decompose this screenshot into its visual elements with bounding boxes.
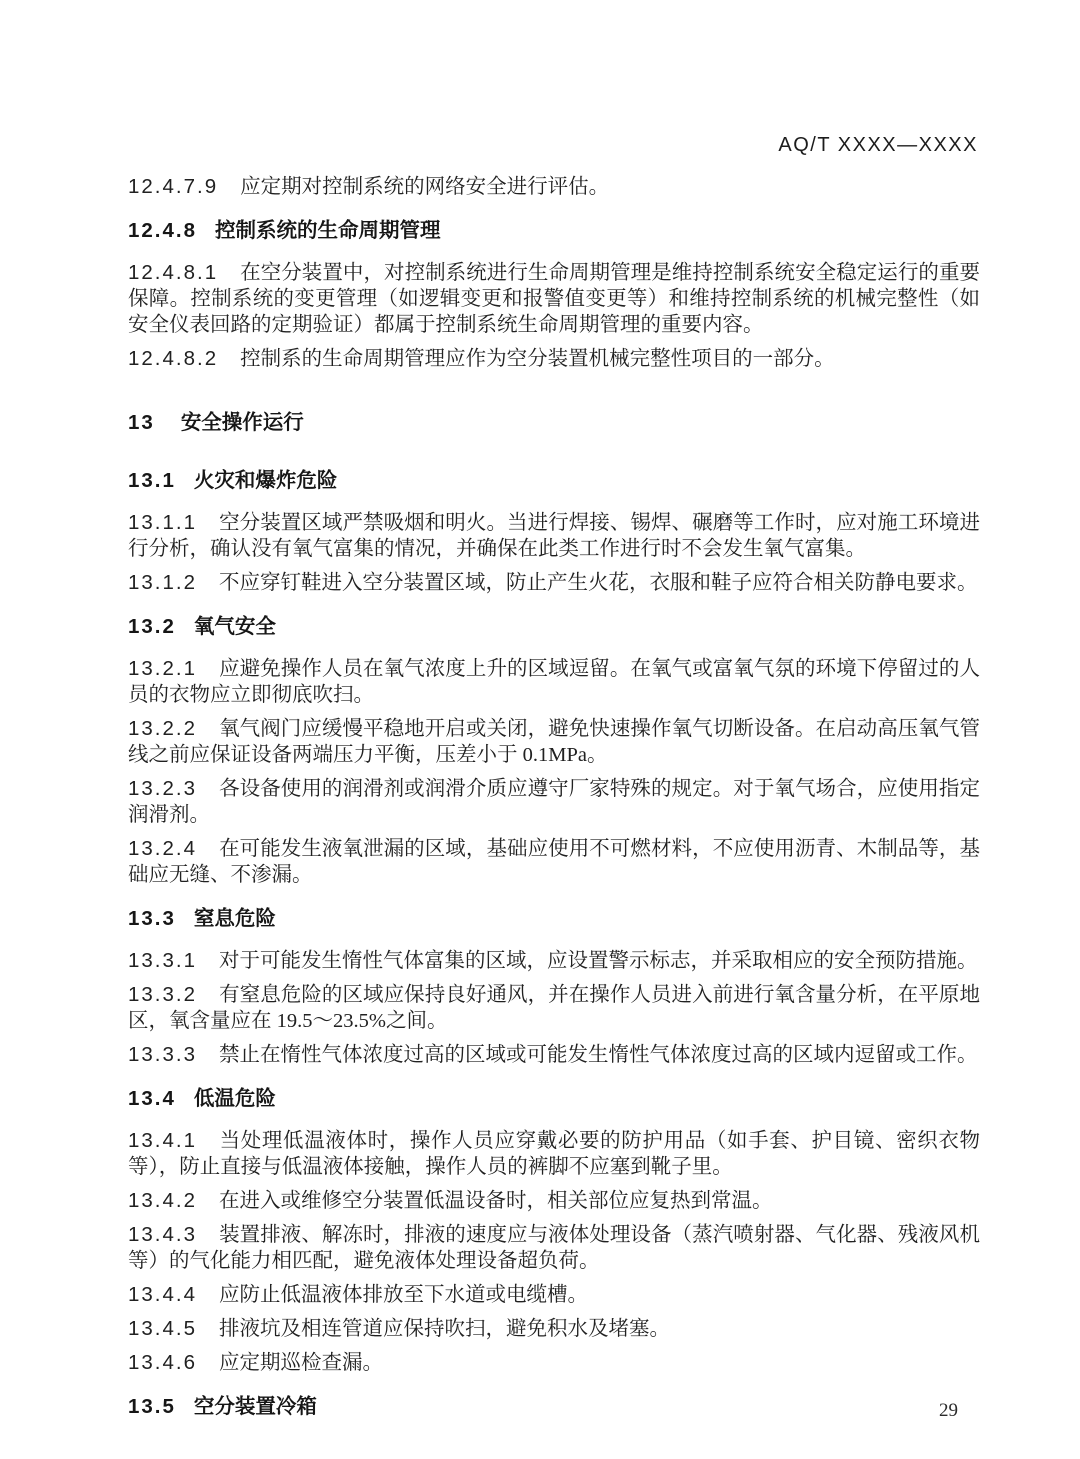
page-number: 29	[939, 1400, 958, 1421]
clause-number: 13.2.3	[128, 777, 197, 800]
clause	[128, 570, 980, 596]
clause	[128, 1222, 980, 1274]
clause	[128, 1350, 980, 1376]
clause-text: 空分装置冷箱	[193, 1395, 317, 1418]
clause-number: 13.2.1	[128, 657, 197, 680]
clause-number: 13.3.3	[128, 1043, 197, 1066]
clause-text: 各设备使用的润滑剂或润滑介质应遵守厂家特殊的规定。对于氧气场合，应使用指定润滑剂。	[128, 778, 980, 826]
clause-text: 不应穿钉鞋进入空分装置区域，防止产生火花，衣服和鞋子应符合相关防静电要求。	[219, 572, 978, 594]
page-footer	[939, 1400, 958, 1422]
clause-text: 应定期对控制系统的网络安全进行评估。	[240, 176, 610, 198]
clause-number: 13.4.1	[128, 1129, 197, 1152]
clause	[128, 1316, 980, 1342]
clause-number: 13.1.1	[128, 511, 197, 534]
clause-text: 在可能发生液氧泄漏的区域，基础应使用不可燃材料，不应使用沥青、木制品等，基础应无缝、不渗漏。	[128, 838, 980, 886]
clause-number: 13.1.2	[128, 571, 197, 594]
clause	[128, 836, 980, 888]
clause	[128, 1282, 980, 1308]
section-heading	[128, 468, 980, 494]
clause-text: 空分装置区域严禁吸烟和明火。当进行焊接、锡焊、碾磨等工作时，应对施工环境进行分析，确认没有氧气富集的情况，并确保在此类工作进行时不会发生氧气富集。	[128, 512, 980, 560]
clause-number: 13	[128, 411, 155, 434]
clause-number: 13.2.4	[128, 837, 197, 860]
clause	[128, 1188, 980, 1214]
clause-number: 12.4.7.9	[128, 175, 219, 198]
clause-text: 在进入或维修空分装置低温设备时，相关部位应复热到常温。	[219, 1190, 773, 1212]
clause	[128, 1042, 980, 1068]
clause-number: 13.3.2	[128, 983, 197, 1006]
clause-number: 13.4.2	[128, 1189, 197, 1212]
clause-text: 控制系统的生命周期管理	[215, 219, 441, 242]
clause-text: 在空分装置中，对控制系统进行生命周期管理是维持控制系统安全稳定运行的重要保障。控制系统的变更管理（如逻辑变更和报警值变更等）和维持控制系统的机械完整性（如安全仪表回路的定期验证）都属于控制系统生命周期管理的重要内容。	[128, 262, 980, 336]
clause	[128, 656, 980, 708]
clause-text: 安全操作运行	[180, 411, 304, 434]
clause-text: 禁止在惰性气体浓度过高的区域或可能发生惰性气体浓度过高的区域内逗留或工作。	[219, 1044, 978, 1066]
clause-text: 对于可能发生惰性气体富集的区域，应设置警示标志，并采取相应的安全预防措施。	[219, 950, 978, 972]
clause	[128, 776, 980, 828]
section-heading	[128, 218, 980, 244]
section-heading	[128, 410, 980, 436]
clause-text: 氧气阀门应缓慢平稳地开启或关闭，避免快速操作氧气切断设备。在启动高压氧气管线之前应保证设备两端压力平衡，压差小于 0.1MPa。	[128, 718, 980, 766]
standard-number: AQ/T XXXX—XXXX	[778, 134, 978, 156]
clause-text: 火灾和爆炸危险	[193, 469, 338, 492]
clause	[128, 948, 980, 974]
clause	[128, 510, 980, 562]
clause-number: 13.2.2	[128, 717, 197, 740]
clause-text: 应防止低温液体排放至下水道或电缆槽。	[219, 1284, 588, 1306]
clause-text: 应避免操作人员在氧气浓度上升的区域逗留。在氧气或富氧气氛的环境下停留过的人员的衣物应立即彻底吹扫。	[128, 658, 980, 706]
clause-number: 12.4.8.2	[128, 347, 219, 370]
section-heading	[128, 614, 980, 640]
section-heading	[128, 906, 980, 932]
clause-number: 13.3.1	[128, 949, 197, 972]
clause-text: 应定期巡检查漏。	[219, 1352, 383, 1374]
clause-number: 13.4	[128, 1087, 176, 1110]
clause-number: 13.2	[128, 615, 176, 638]
section-heading	[128, 1394, 980, 1420]
section-heading	[128, 1086, 980, 1112]
clause-number: 12.4.8.1	[128, 261, 219, 284]
clause-number: 13.4.3	[128, 1223, 197, 1246]
clause	[128, 716, 980, 768]
clause-text: 氧气安全	[193, 615, 276, 638]
clause-number: 13.4.5	[128, 1317, 197, 1340]
clause	[128, 1128, 980, 1180]
clause-number: 13.3	[128, 907, 176, 930]
clause-text: 控制系的生命周期管理应作为空分装置机械完整性项目的一部分。	[240, 348, 835, 370]
clause-number: 13.4.4	[128, 1283, 197, 1306]
clause-text: 排液坑及相连管道应保持吹扫，避免积水及堵塞。	[219, 1318, 670, 1340]
clause-number: 13.4.6	[128, 1351, 197, 1374]
clause-number: 13.1	[128, 469, 176, 492]
clause-text: 窒息危险	[193, 907, 276, 930]
clause	[128, 174, 980, 200]
clause-number: 13.5	[128, 1395, 176, 1418]
clause	[128, 982, 980, 1034]
clause-text: 低温危险	[193, 1087, 276, 1110]
clause-text: 当处理低温液体时，操作人员应穿戴必要的防护用品（如手套、护目镜、密织衣物等），防止直接与低温液体接触，操作人员的裤脚不应塞到靴子里。	[128, 1130, 980, 1178]
clause	[128, 346, 980, 372]
clause-number: 12.4.8	[128, 219, 197, 242]
clause	[128, 260, 980, 338]
clause-text: 装置排液、解冻时，排液的速度应与液体处理设备（蒸汽喷射器、气化器、残液风机等）的气化能力相匹配，避免液体处理设备超负荷。	[128, 1224, 980, 1272]
clause-text: 有窒息危险的区域应保持良好通风，并在操作人员进入前进行氧含量分析，在平原地区，氧含量应在 19.5～23.5%之间。	[128, 984, 980, 1032]
